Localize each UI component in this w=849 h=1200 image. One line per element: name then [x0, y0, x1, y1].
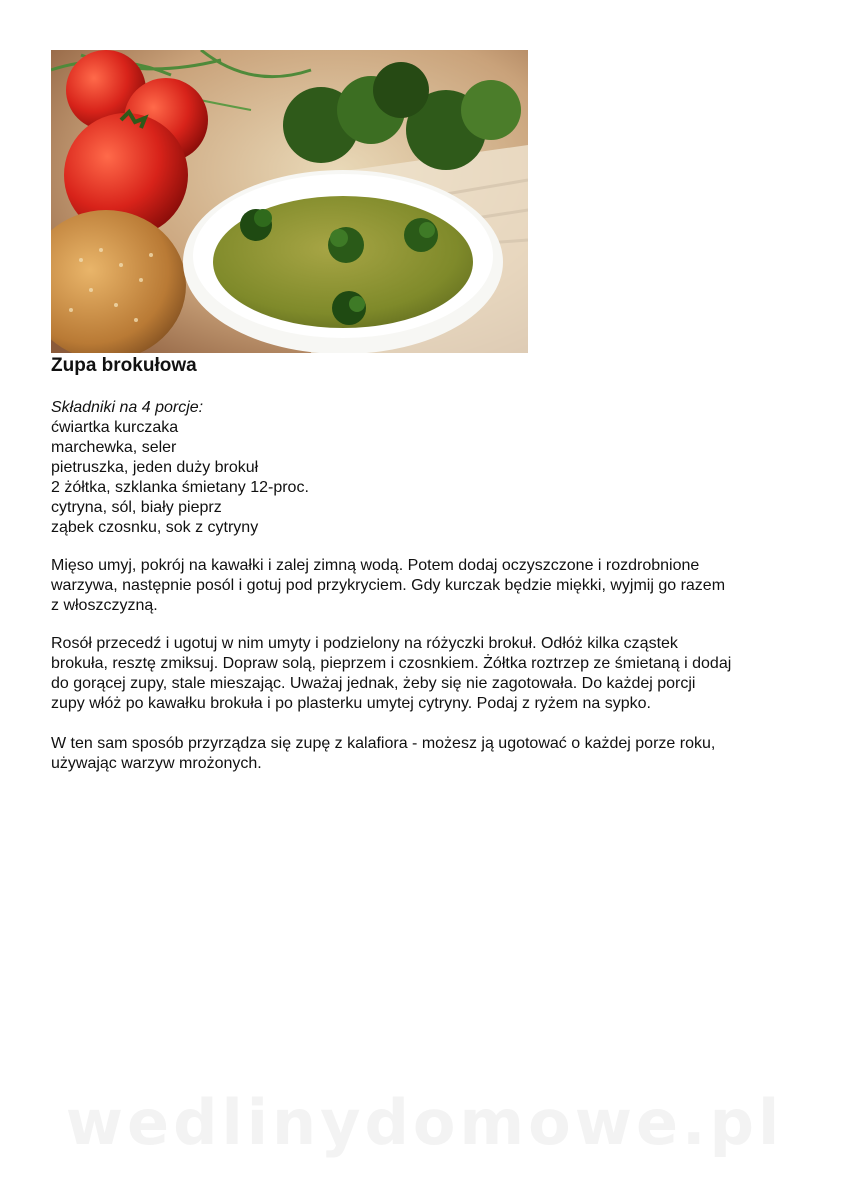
ingredients-heading: Składniki na 4 porcje: — [51, 399, 204, 416]
paragraph-line: z włoszczyzną. — [51, 597, 158, 614]
instructions-paragraph — [51, 556, 811, 616]
paragraph-line: W ten sam sposób przyrządza się zupę z kalafiora - możesz ją ugotować o każdej porze roku, — [51, 735, 716, 752]
ingredients-list — [51, 398, 309, 538]
instructions-paragraph — [51, 634, 811, 714]
paragraph-line: warzywa, następnie posól i gotuj pod przykryciem. Gdy kurczak będzie miękki, wyjmij go razem — [51, 577, 726, 594]
ingredient-item: cytryna, sól, biały pieprz — [51, 499, 222, 516]
instructions-paragraph — [51, 734, 811, 774]
paragraph-line: zupy włóż po kawałku brokuła i po plasterku umytej cytryny. Podaj z ryżem na sypko. — [51, 695, 651, 712]
paragraph-line: Rosół przecedź i ugotuj w nim umyty i podzielony na różyczki brokuł. Odłóż kilka cząstek — [51, 635, 678, 652]
ingredient-item: ćwiartka kurczaka — [51, 419, 179, 436]
paragraph-line: brokuła, resztę zmiksuj. Dopraw solą, pieprzem i czosnkiem. Żółtka roztrzep ze śmietaną i dodaj — [51, 655, 732, 672]
paragraph-line: Mięso umyj, pokrój na kawałki i zalej zimną wodą. Potem dodaj oczyszczone i rozdrobnione — [51, 557, 700, 574]
ingredient-item: pietruszka, jeden duży brokuł — [51, 459, 259, 476]
ingredient-item: 2 żółtka, szklanka śmietany 12-proc. — [51, 479, 309, 496]
broccoli-soup-illustration — [51, 50, 528, 353]
ingredient-item: ząbek czosnku, sok z cytryny — [51, 519, 259, 536]
soup-photo — [51, 50, 528, 353]
site-watermark: wedlinydomowe.pl — [65, 1086, 784, 1159]
ingredient-item: marchewka, seler — [51, 439, 177, 456]
paragraph-line: używając warzyw mrożonych. — [51, 755, 262, 772]
recipe-title: Zupa brokułowa — [51, 355, 197, 376]
paragraph-line: do gorącej zupy, stale mieszając. Uważaj jednak, żeby się nie zagotowała. Do każdej porcji — [51, 675, 696, 692]
